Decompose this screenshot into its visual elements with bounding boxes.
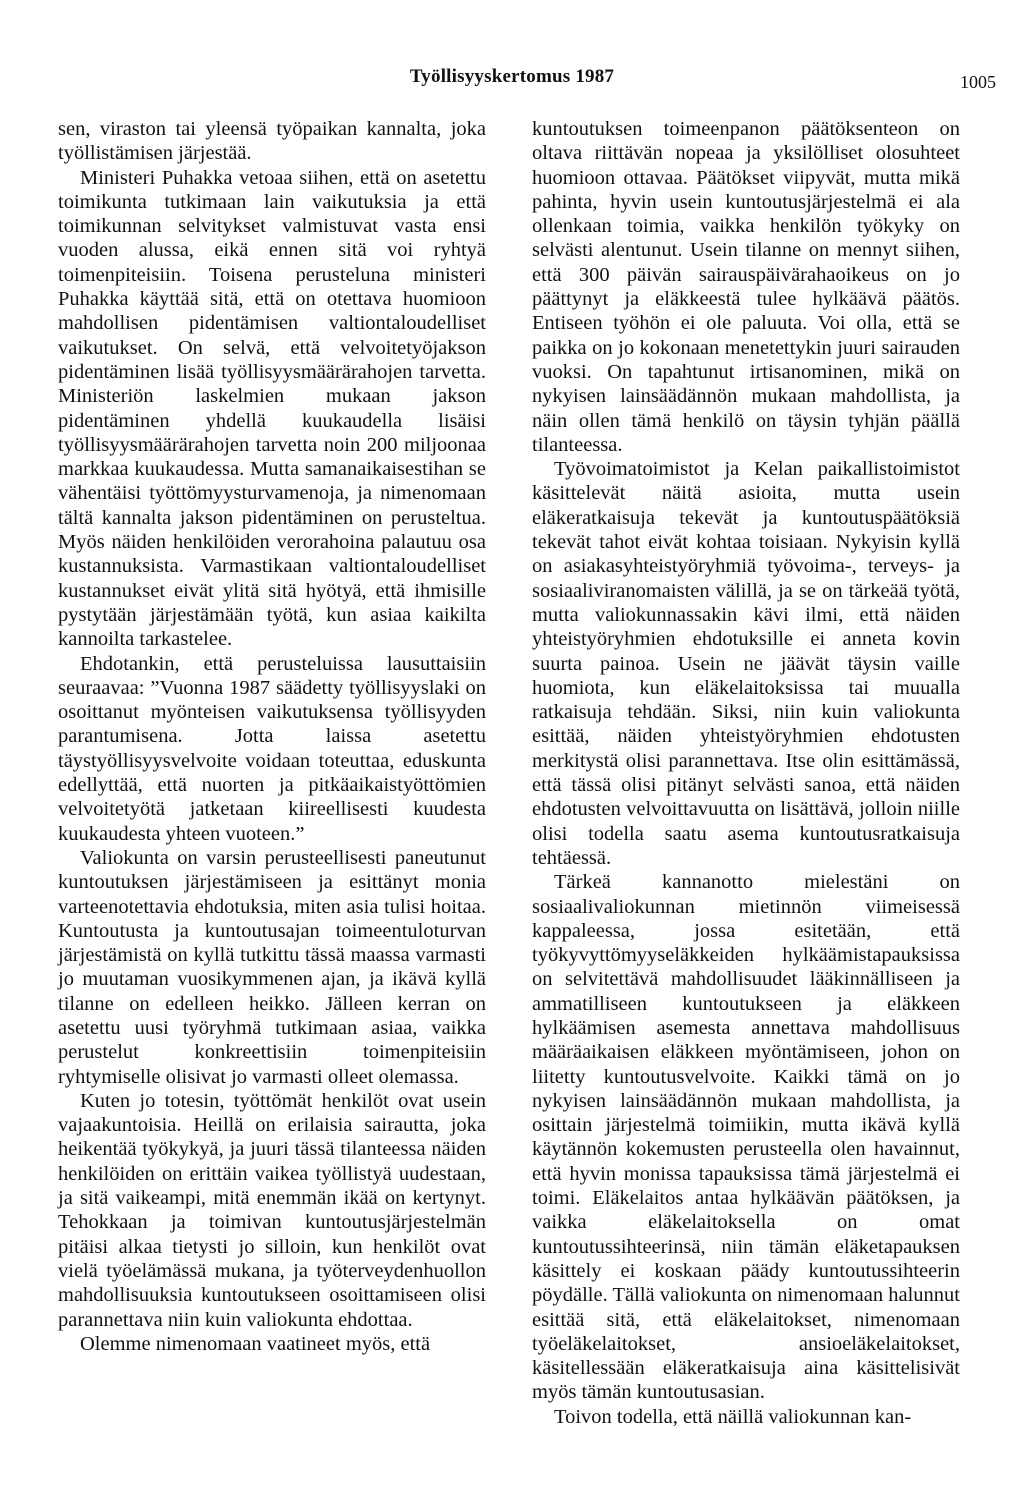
paragraph: Olemme nimenomaan vaatineet myös, että	[80, 1332, 431, 1355]
running-title: Työllisyyskertomus 1987	[409, 66, 615, 87]
page-number: 1005	[960, 72, 996, 92]
paragraph: Ministeri Puhakka vetoaa siihen, että on asetettu toimikunta tutkimaan lain vaikutuksia ja että toimikunnan selvitykset valmistuvat vasta ensi vuoden alussa, eikä ennen sitä voi ryhtyä toimenpiteisiin. Toisena perusteluna ministeri Puhakka käyttää sitä, että on otettava huomioon mahdollisen pidentämisen valtiontaloudelliset vaikutukset. On selvä, että velvoitetyöjakson pidentäminen lisää työllisyysmäärärahojen tarvetta. Ministeriön laskelmien mukaan jakson pidentäminen yhdellä kuukaudella lisäisi työllisyysmäärärahojen tarvetta noin 200 miljoonaa markkaa kuukaudessa. Mutta samanaikaisestihan se vähentäisi työttömyysturvamenoja, ja nimenomaan tältä kannalta jakson pidentäminen on perusteltua. Myös näiden henkilöiden verorahoina palautuu osa kustannuksista. Varmastikaan valtiontaloudelliset kustannukset eivät ylitä sitä hyötyä, että ihmisille pystytään järjestämään työtä, kun asiaa kaikilta kannoilta tarkastelee.	[58, 166, 486, 651]
paragraph: Valiokunta on varsin perusteellisesti paneutunut kuntoutuksen järjestämiseen ja esittänyt monia varteenotettavia ehdotuksia, miten asia tulisi hoitaa. Kuntoutusta ja kuntoutusajan toimeentuloturvan järjestämistä on kyllä tutkittu tässä maassa varmasti jo muutaman vuosikymmenen ajan, ja ikävä kyllä tilanne on edelleen heikko. Jälleen kerran on asetettu uusi työryhmä tutkimaan asiaa, vaikka perustelut konkreettisiin toimenpiteisiin ryhtymiselle olisivat jo varmasti olleet olemassa.	[58, 846, 486, 1088]
paragraph: sen, viraston tai yleensä työpaikan kannalta, joka työllistämisen järjestää.	[58, 118, 486, 165]
right-column	[532, 117, 960, 1429]
paragraph: Tärkeä kannanotto mielestäni on sosiaalivaliokunnan mietinnön viimeisessä kappaleessa, jossa esitetään, että työkyvyttömyyseläkkeiden hylkäämistapauksissa on selvitettävä mahdollisuudet lääkinnälliseen ja ammatilliseen kuntoutukseen ja eläkkeen hylkäämisen asemesta annettava mahdollisuus määräaikaisen eläkkeen myöntämiseen, johon on liitetty kuntoutusvelvoite. Kaikki tämä on jo nykyisen lainsäädännön mukaan mahdollista, ja osittain järjestelmä toimiikin, mutta ikävä kyllä käytännön kokemusten perusteella olen havainnut, että hyvin monissa tapauksissa tämä järjestelmä ei toimi. Eläkelaitos antaa hylkäävän päätöksen, ja vaikka eläkelaitoksella on omat kuntoutussihteerinsä, niin tämän eläketapauksen käsittely ei koskaan päädy kuntoutussihteerin pöydälle. Tällä valiokunta on nimenomaan halunnut esittää sitä, että eläkelaitokset, nimenomaan työeläkelaitokset, ansioeläkelaitokset, käsitellessään eläkeratkaisuja aina käsittelisivät myös tämän kuntoutusasian.	[532, 871, 960, 1404]
paragraph: Työvoimatoimistot ja Kelan paikallistoimistot käsittelevät näitä asioita, mutta usein eläkeratkaisuja tekevät ja kuntoutuspäätöksiä tekevät tahot eivät kohtaa toisiaan. Nykyisin kyllä on asiakasyhteistyöryhmiä työvoima-, terveys- ja sosiaaliviranomaisten välillä, ja se on tärkeää työtä, mutta valiokunnassakin kävi ilmi, että näiden yhteistyöryhmien ehdotuksille ei anneta kovin suurta painoa. Usein ne jäävät täysin vaille huomiota, kun eläkelaitoksissa tai muualla ratkaisuja tehdään. Siksi, niin kuin valiokunta esittää, näiden yhteistyöryhmien ehdotusten merkitystä olisi parannettava. Itse olin esittämässä, että tässä olisi pitänyt selvästi sanoa, että näiden ehdotusten velvoittavuutta on lisättävä, jolloin niille olisi todella saatu asema kuntoutusratkaisuja tehtäessä.	[532, 458, 960, 869]
left-column	[58, 117, 486, 1356]
paragraph: Toivon todella, että näillä valiokunnan kan-	[554, 1405, 912, 1428]
paragraph: Kuten jo totesin, työttömät henkilöt ovat usein vajaakuntoisia. Heillä on erilaisia sairautta, joka heikentää työkykyä, ja juuri tässä tilanteessa näiden henkilöiden on erittäin vaikea työllistyä uudestaan, ja sitä vaikeampi, mitä enemmän ikää on kertynyt. Tehokkaan ja toimivan kuntoutusjärjestelmän pitäisi alkaa tietysti jo silloin, kun henkilöt ovat vielä työelämässä mukana, ja työterveydenhuollon mahdollisuuksia kuntoutukseen osoittamiseen olisi parannettava niin kuin valiokunta ehdottaa.	[58, 1089, 486, 1331]
paragraph: Ehdotankin, että perusteluissa lausuttaisiin seuraavaa: ”Vuonna 1987 säädetty työllisyyslaki on osoittanut myönteisen vaikutuksensa työllisyyden parantumisena. Jotta laissa asetettu täystyöllisyysvelvoite voidaan toteuttaa, eduskunta edellyttää, että nuorten ja pitkäaikaistyöttömien velvoitetyötä jatketaan kiireellisesti kuudesta kuukaudesta yhteen vuoteen.”	[58, 652, 486, 845]
paragraph: kuntoutuksen toimeenpanon päätöksenteon on oltava riittävän nopeaa ja yksilölliset olosuhteet huomioon ottavaa. Päätökset viipyvät, mutta mikä pahinta, hyvin usein kuntoutusjärjestelmä ei ala ollenkaan toimia, vaikka henkilön työkyky on selvästi alentunut. Usein tilanne on mennyt siihen, että 300 päivän sairauspäivärahaoikeus on jo päättynyt ja eläkkeestä tulee hylkäävä päätös. Entiseen työhön ei ole paluuta. Voi olla, että se paikka on jo kokonaan menetettykin juuri sairauden vuoksi. On tapahtunut irtisanominen, mikä on nykyisen lainsäädännön mukaan mahdollista, ja näin ollen tämä henkilö on täysin tyhjän päällä tilanteessa.	[532, 118, 960, 456]
